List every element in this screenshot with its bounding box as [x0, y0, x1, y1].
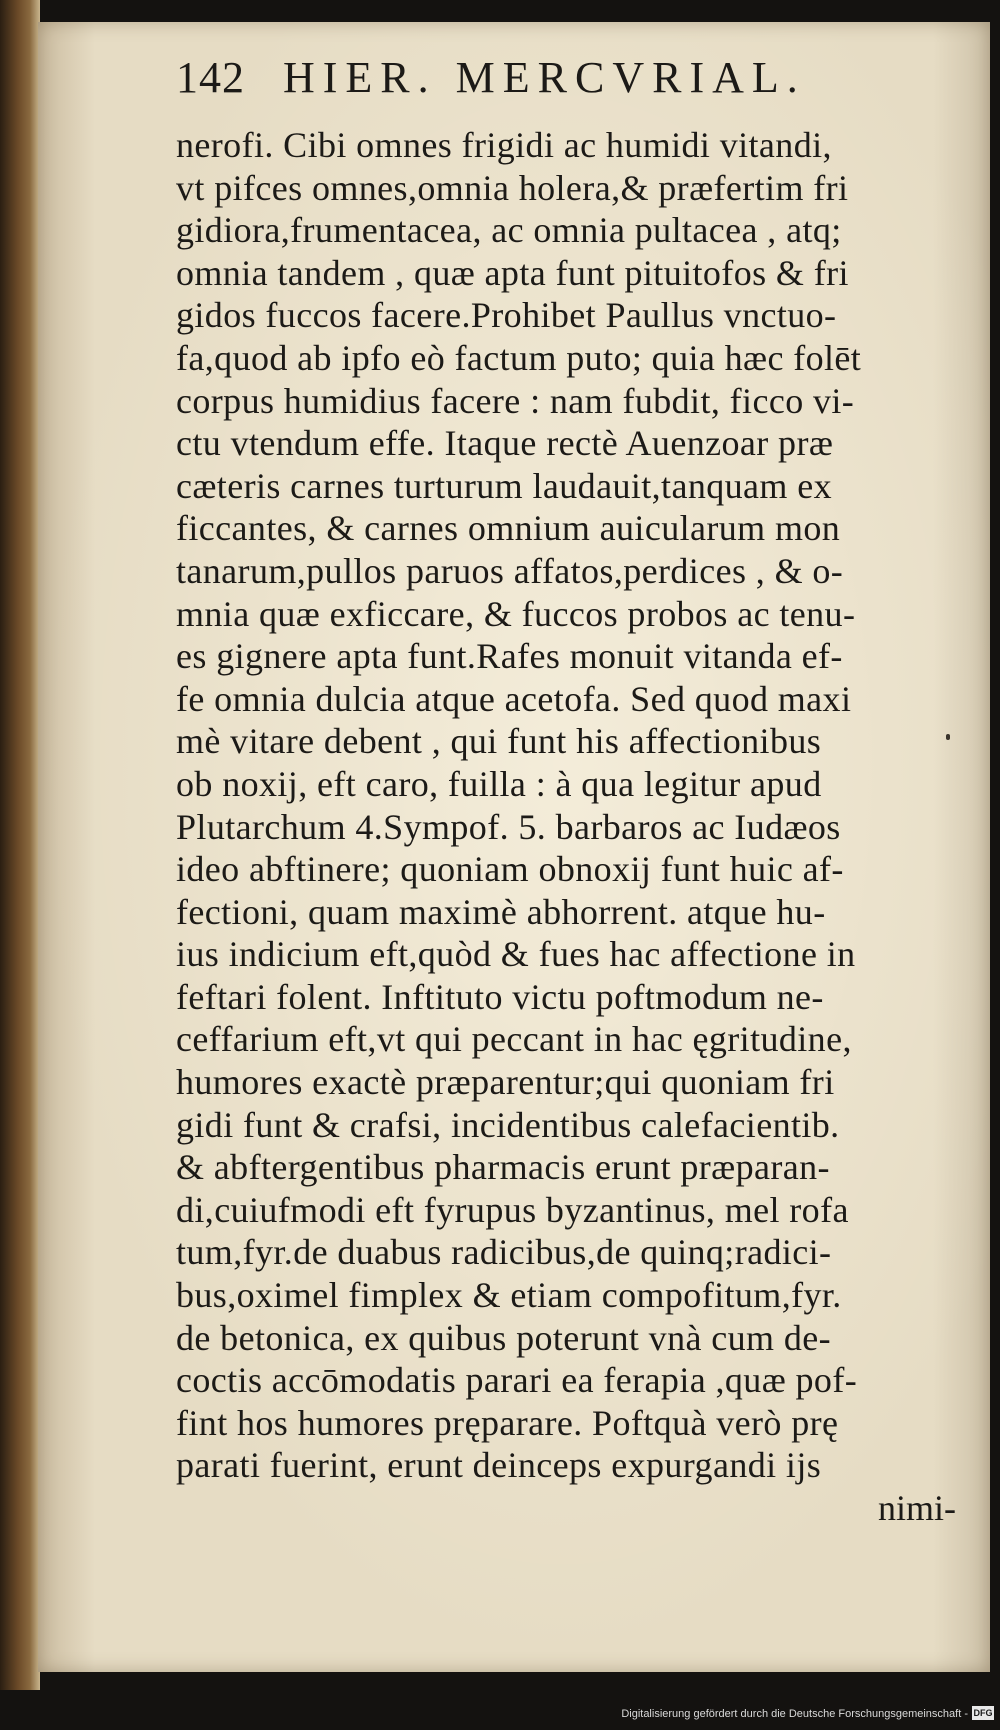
text-line: fint hos humores pręparare. Poftquà verò prę: [176, 1402, 839, 1443]
text-line: corpus humidius facere : nam fubdit, ficco vi-: [176, 380, 855, 421]
text-line: parati fuerint, erunt deinceps expurgandi ijs: [176, 1445, 822, 1486]
text-line: vt pifces omnes,omnia holera,& præfertim fri: [176, 167, 849, 208]
body-text: [176, 124, 966, 1487]
page-text-block: [176, 52, 966, 1530]
text-line: gidiora,frumentacea, ac omnia pultacea , atq;: [176, 210, 842, 251]
text-line: mnia quæ exficcare, & fuccos probos ac tenu-: [176, 593, 856, 634]
text-line: fe omnia dulcia atque acetofa. Sed quod maxi: [176, 678, 852, 719]
text-line: cæteris carnes turturum laudauit,tanquam ex: [176, 465, 832, 506]
text-line: gidos fuccos facere.Prohibet Paullus vnctuo-: [176, 295, 837, 336]
text-line: ctu vtendum effe. Itaque rectè Auenzoar præ: [176, 423, 834, 464]
text-line: omnia tandem , quæ apta funt pituitofos & fri: [176, 252, 849, 293]
text-line: fectioni, quam maximè abhorrent. atque hu-: [176, 891, 826, 932]
page-number: 142: [176, 53, 245, 102]
text-line: bus,oximel fimplex & etiam compofitum,fyr.: [176, 1275, 842, 1316]
text-line: humores exactè præparentur;qui quoniam fri: [176, 1062, 835, 1103]
text-line: tanarum,pullos paruos affatos,perdices , & o-: [176, 550, 844, 591]
text-line: di,cuiufmodi eft fyrupus byzantinus, mel rofa: [176, 1189, 849, 1230]
text-line: coctis accōmodatis parari ea ferapia ,quæ pof-: [176, 1360, 858, 1401]
text-line: nerofi. Cibi omnes frigidi ac humidi vitandi,: [176, 125, 832, 165]
text-line: ceffarium eft,vt qui peccant in hac ęgritudine,: [176, 1019, 852, 1060]
text-line: Plutarchum 4.Sympof. 5. barbaros ac Iudæos: [176, 806, 841, 847]
text-line: de betonica, ex quibus poterunt vnà cum de-: [176, 1317, 832, 1358]
text-line: gidi funt & crafsi, incidentibus calefacientib.: [176, 1104, 840, 1145]
digitization-credit: Digitalisierung gefördert durch die Deutsche Forschungsgemeinschaft -: [621, 1708, 968, 1720]
page-header: [176, 52, 966, 124]
text-line: feftari folent. Inftituto victu poftmodum ne-: [176, 976, 824, 1017]
catchword: nimi-: [878, 1488, 956, 1528]
running-head: HIER. MERCVRIAL.: [283, 53, 806, 102]
text-line: tum,fyr.de duabus radicibus,de quinq;radici-: [176, 1232, 832, 1273]
text-line: fa,quod ab ipfo eò factum puto; quia hæc folēt: [176, 337, 862, 378]
margin-mark: [946, 734, 950, 740]
text-line: ius indicium eft,quòd & fues hac affectione in: [176, 934, 856, 975]
book-page: [38, 22, 990, 1672]
text-line: ideo abftinere; quoniam obnoxij funt huic af-: [176, 849, 844, 890]
text-line: ficcantes, & carnes omnium auicularum mon: [176, 508, 841, 549]
text-line: mè vitare debent , qui funt his affectionibus: [176, 721, 822, 762]
dfg-logo: DFG: [973, 1708, 993, 1718]
book-spine: [0, 0, 40, 1730]
text-line: ob noxij, eft caro, fuilla : à qua legitur apud: [176, 763, 822, 804]
text-line: & abftergentibus pharmacis erunt præparan-: [176, 1147, 830, 1188]
text-line: es gignere apta funt.Rafes monuit vitanda ef-: [176, 636, 843, 677]
